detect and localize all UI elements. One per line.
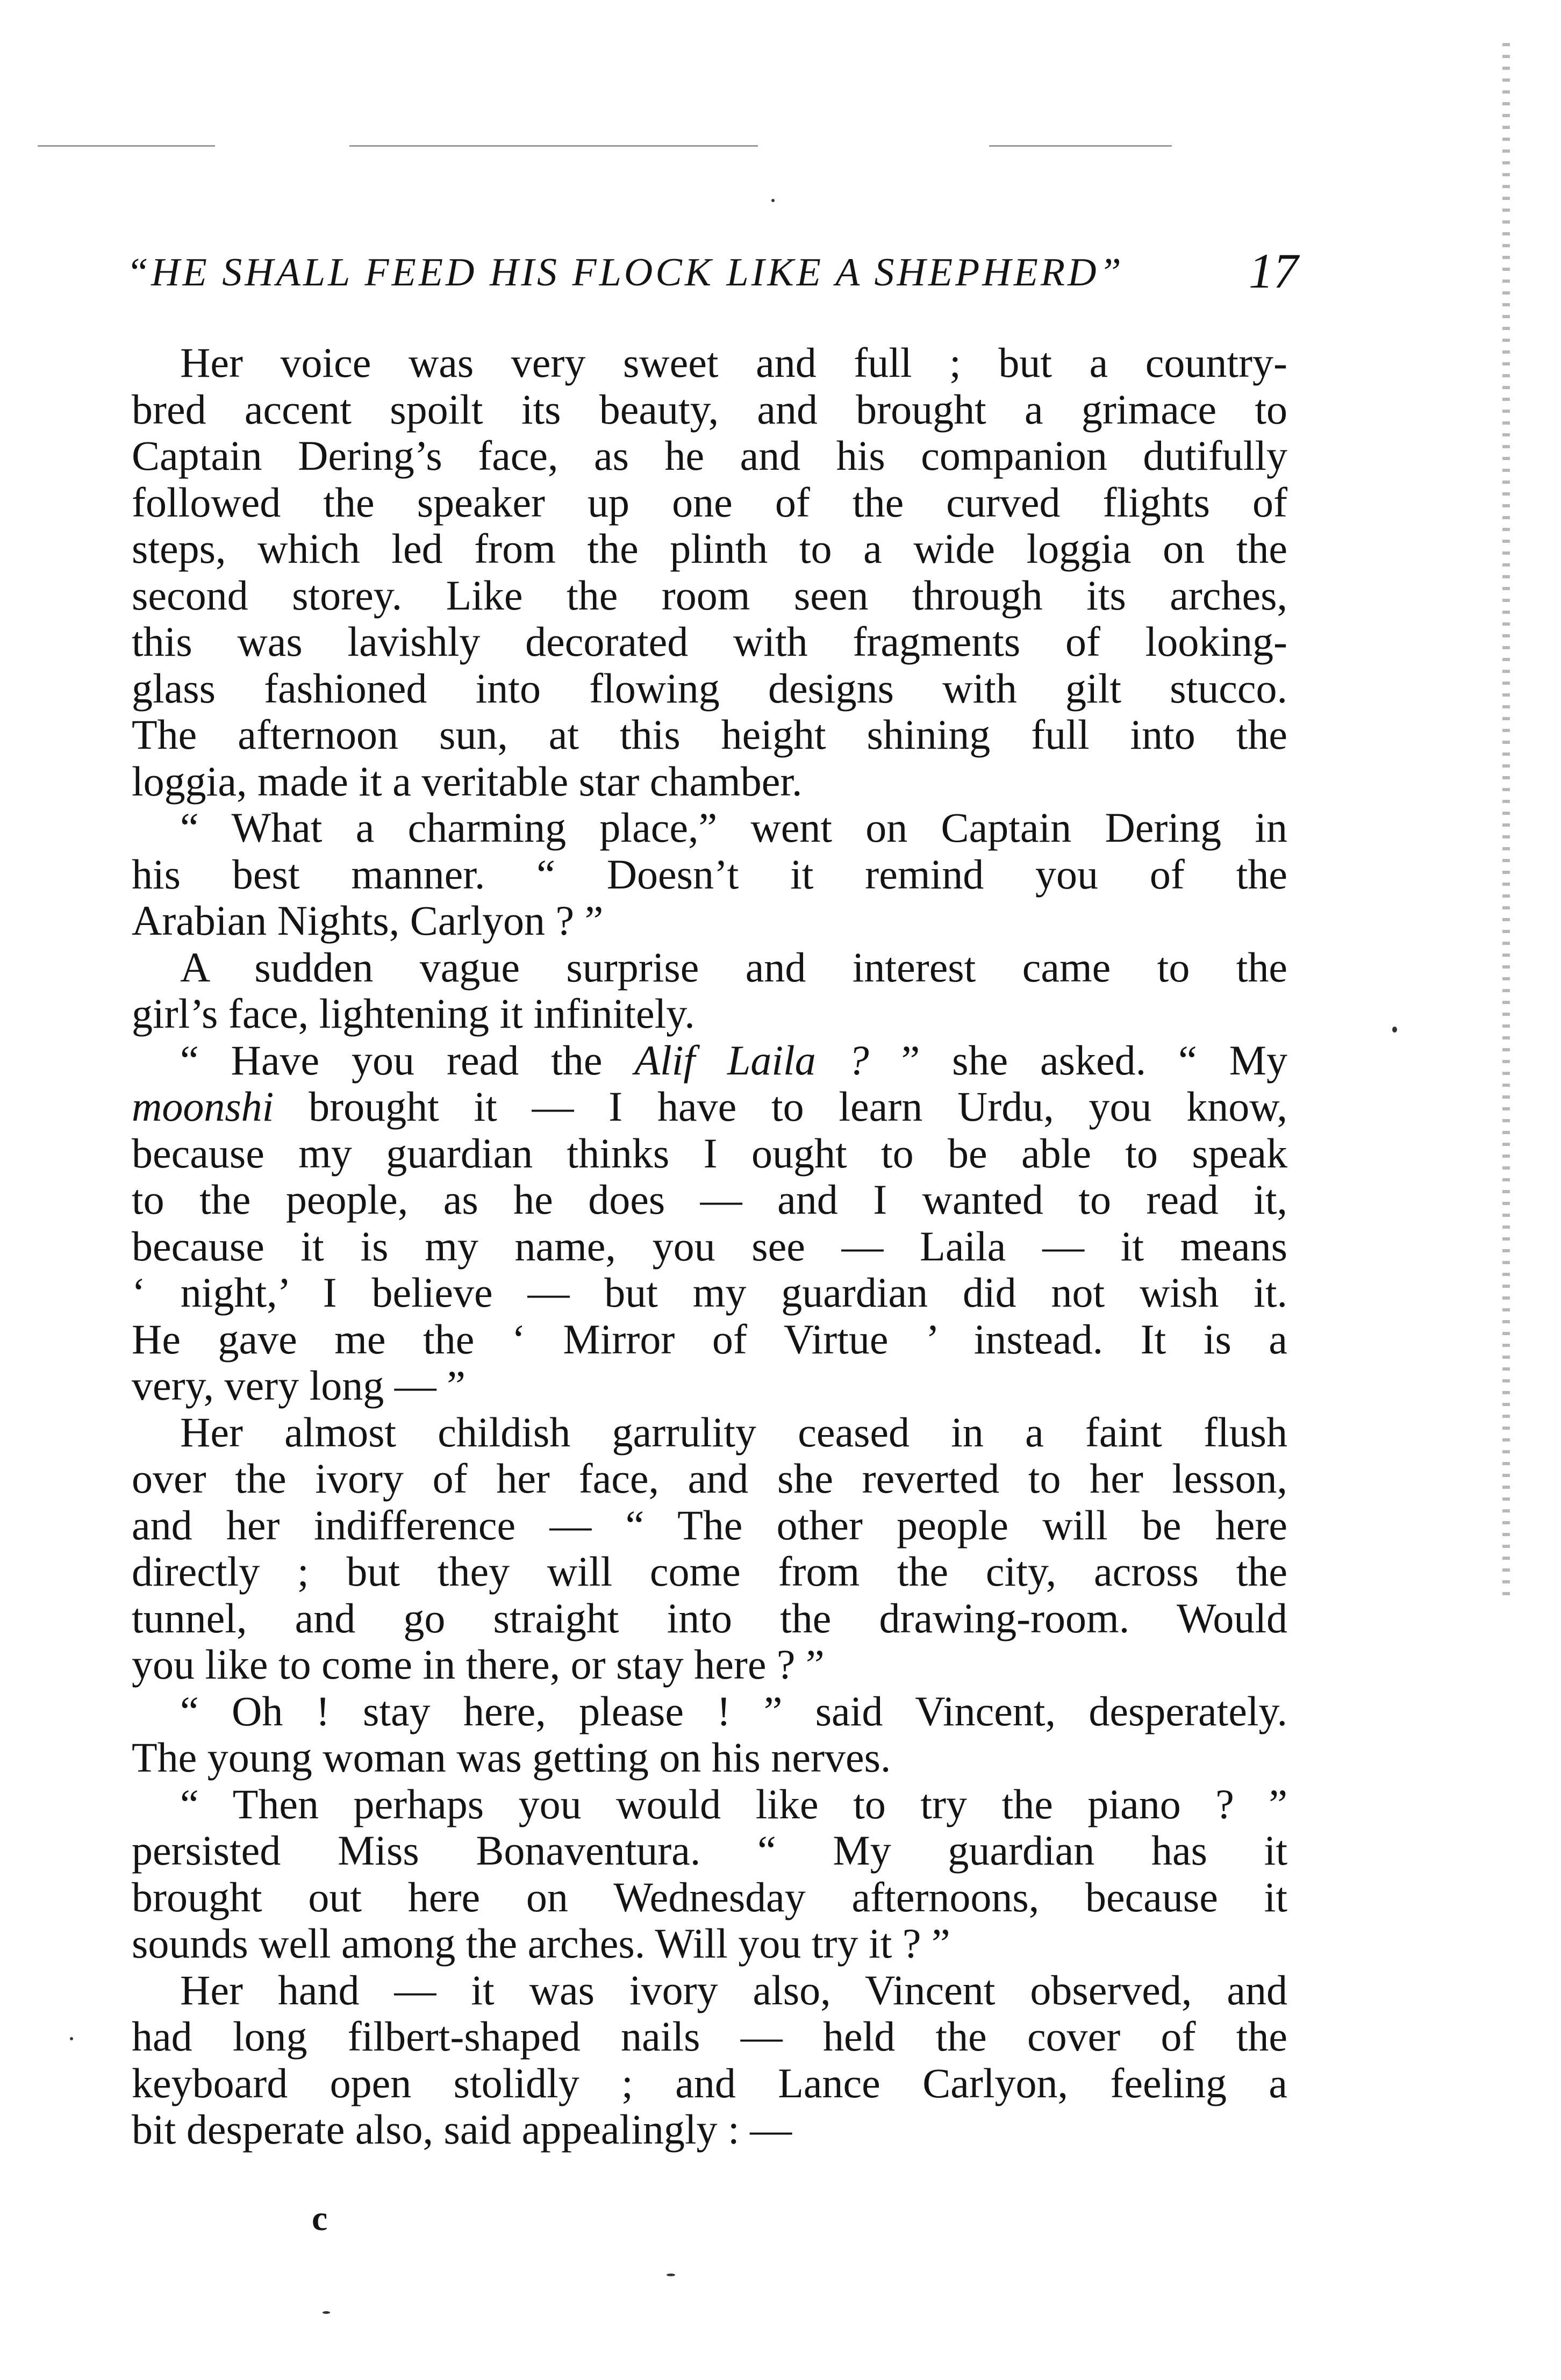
- text-line: The young woman was getting on his nerves.: [132, 1734, 891, 1781]
- text-line: “ Oh ! stay here, please ! ” said Vincent, desperately.: [180, 1687, 1287, 1734]
- text-line: his best manner. “ Doesn’t it remind you of the: [132, 850, 1287, 898]
- signature-mark: c: [312, 2199, 328, 2238]
- text-line: very, very long — ”: [132, 1362, 466, 1409]
- text-line: Arabian Nights, Carlyon ? ”: [132, 897, 604, 944]
- text-line: you like to come in there, or stay here ? ”: [132, 1641, 825, 1688]
- text-line: second storey. Like the room seen through its arches,: [132, 571, 1287, 619]
- text-line: glass fashioned into flowing designs with gilt stucco.: [132, 664, 1287, 712]
- text-line: Her almost childish garrulity ceased in a faint flush: [180, 1408, 1287, 1456]
- text-line: Her hand — it was ivory also, Vincent observed, and: [180, 1966, 1287, 2013]
- ink-speck: [70, 2037, 73, 2040]
- scan-artifact-line: [989, 145, 1172, 147]
- text-line: bit desperate also, said appealingly : —: [132, 2106, 792, 2153]
- text-line: keyboard open stolidly ; and Lance Carlyon, feeling a: [132, 2059, 1287, 2106]
- ink-speck: [771, 199, 775, 202]
- page-number: 17: [1249, 243, 1298, 298]
- text-line: this was lavishly decorated with fragments of looking-: [132, 618, 1287, 665]
- text-line: had long filbert-shaped nails — held the cover of the: [132, 2013, 1287, 2060]
- text-line: ‘ night,’ I believe — but my guardian did not wish it.: [132, 1269, 1287, 1316]
- text-line: because it is my name, you see — Laila — it means: [132, 1222, 1287, 1270]
- ink-speck: [1392, 1027, 1397, 1033]
- ink-speck: [667, 2274, 675, 2276]
- text-line: persisted Miss Bonaventura. “ My guardian has it: [132, 1827, 1287, 1874]
- text-line: and her indifference — “ The other people will be here: [132, 1501, 1287, 1549]
- running-title: “HE SHALL FEED HIS FLOCK LIKE A SHEPHERD”: [126, 250, 1124, 295]
- text-line: “ What a charming place,” went on Captain Dering in: [180, 804, 1287, 851]
- text-line: “ Have you read the Alif Laila ? ” she asked. “ My: [180, 1036, 1288, 1084]
- body-text: [132, 340, 1287, 2153]
- page-header: [126, 239, 1298, 304]
- text-line: girl’s face, lightening it infinitely.: [132, 990, 695, 1037]
- text-line: tunnel, and go straight into the drawing-room. Would: [132, 1594, 1287, 1641]
- text-line: steps, which led from the plinth to a wide loggia on the: [132, 525, 1287, 572]
- text-line: over the ivory of her face, and she reverted to her lesson,: [132, 1455, 1287, 1502]
- page-edge-shadow: [1502, 43, 1510, 1602]
- text-line: brought out here on Wednesday afternoons, because it: [132, 1873, 1287, 1920]
- text-line: sounds well among the arches. Will you try it ? ”: [132, 1920, 950, 1967]
- text-line: Her voice was very sweet and full ; but a country-: [180, 339, 1287, 386]
- text-line: directly ; but they will come from the city, across the: [132, 1548, 1287, 1595]
- italic-phrase: moonshi: [132, 1083, 274, 1130]
- text-line: loggia, made it a veritable star chamber.: [132, 757, 803, 805]
- text-line: moonshi brought it — I have to learn Urdu, you know,: [132, 1083, 1287, 1130]
- text-line: “ Then perhaps you would like to try the piano ? ”: [180, 1780, 1287, 1827]
- ink-speck: [323, 2311, 330, 2314]
- text-line: A sudden vague surprise and interest came to the: [180, 943, 1287, 991]
- text-line: to the people, as he does — and I wanted to read it,: [132, 1176, 1287, 1223]
- scan-artifact-line: [38, 145, 215, 147]
- text-line: The afternoon sun, at this height shining full into the: [132, 711, 1287, 758]
- text-line: bred accent spoilt its beauty, and brought a grimace to: [132, 385, 1287, 433]
- scan-artifact-line: [349, 145, 758, 147]
- text-line: He gave me the ‘ Mirror of Virtue ’ instead. It is a: [132, 1315, 1287, 1363]
- italic-phrase: Alif Laila ?: [634, 1036, 869, 1084]
- text-line: Captain Dering’s face, as he and his companion dutifully: [132, 432, 1287, 479]
- text-line: followed the speaker up one of the curved flights of: [132, 478, 1287, 526]
- text-line: because my guardian thinks I ought to be able to speak: [132, 1129, 1287, 1177]
